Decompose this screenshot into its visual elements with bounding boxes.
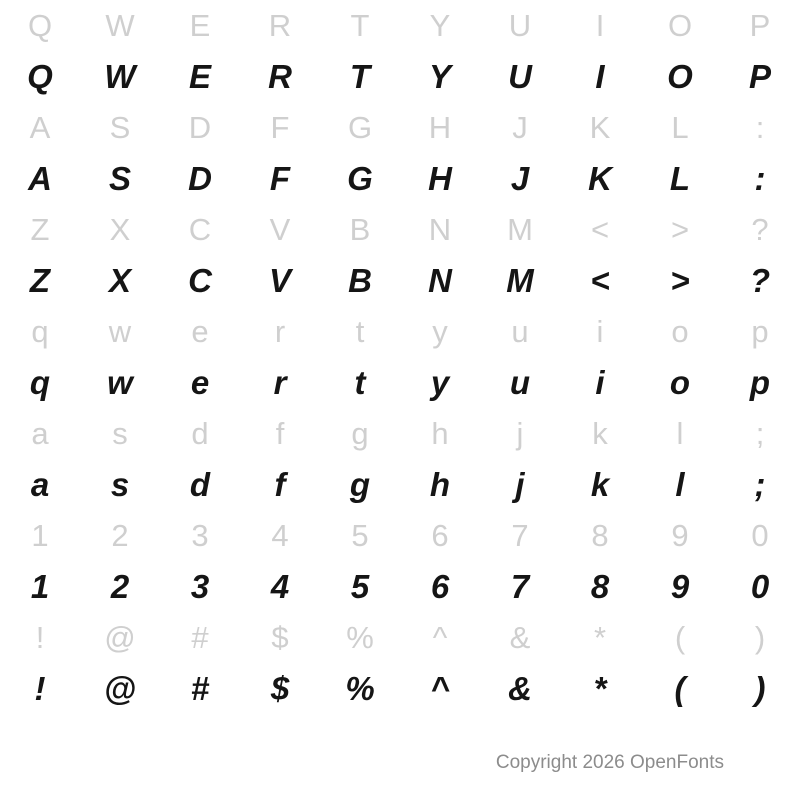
specimen-row-sample [0,254,800,306]
glyph-cell: V [269,211,291,247]
glyph-cell: y [432,313,448,349]
glyph-cell: U [508,57,532,95]
glyph-cell: ; [754,465,766,503]
glyph-cell: 0 [750,567,770,605]
glyph-cell: G [347,159,373,197]
glyph-cell: l [675,465,685,503]
specimen-row-ghost [0,408,800,458]
glyph-cell: 1 [31,517,49,553]
specimen-row-ghost [0,102,800,152]
glyph-cell: 0 [751,517,769,553]
glyph-cell: p [751,313,769,349]
glyph-cell: 9 [671,517,689,553]
glyph-cell: Q [27,7,53,43]
glyph-cell: & [508,669,532,707]
glyph-cell: E [189,7,211,43]
glyph-cell: M [506,261,534,299]
glyph-cell: C [188,261,212,299]
glyph-cell: > [670,211,690,247]
glyph-cell: o [669,363,691,401]
glyph-cell: t [355,313,365,349]
glyph-cell: K [589,109,611,145]
glyph-cell: N [428,261,452,299]
glyph-cell: @ [103,669,137,707]
glyph-cell: N [428,211,452,247]
glyph-cell: M [507,211,533,247]
glyph-cell: Z [29,261,51,299]
glyph-cell: S [108,159,131,197]
glyph-cell: J [512,109,528,145]
glyph-cell: P [749,7,771,43]
glyph-cell: y [430,363,450,401]
glyph-cell: H [428,159,452,197]
specimen-row-sample [0,560,800,612]
glyph-cell: U [508,7,532,43]
glyph-cell: ) [754,619,766,655]
glyph-cell: > [670,261,690,299]
glyph-cell: w [108,313,132,349]
glyph-cell: f [274,465,286,503]
glyph-cell: ! [34,669,46,707]
glyph-cell: < [590,261,610,299]
glyph-cell: Z [30,211,50,247]
glyph-cell: h [431,415,449,451]
specimen-row-sample [0,152,800,204]
glyph-cell: Y [428,57,451,95]
glyph-cell: k [592,415,608,451]
glyph-cell: F [270,109,290,145]
glyph-cell: 8 [590,567,610,605]
glyph-cell: u [509,363,531,401]
specimen-row-ghost [0,510,800,560]
glyph-cell: O [667,57,693,95]
glyph-cell: q [29,363,51,401]
glyph-cell: J [510,159,530,197]
glyph-cell: G [347,109,373,145]
glyph-cell: r [274,313,286,349]
glyph-cell: ; [755,415,765,451]
glyph-cell: q [31,313,49,349]
glyph-cell: ! [35,619,45,655]
glyph-cell: % [345,669,375,707]
specimen-row-sample [0,356,800,408]
glyph-cell: : [754,159,766,197]
glyph-cell: t [354,363,366,401]
glyph-cell: p [749,363,771,401]
glyph-cell: i [596,313,604,349]
glyph-cell: Q [27,57,53,95]
glyph-cell: $ [270,669,290,707]
glyph-cell: I [595,57,605,95]
specimen-row-ghost [0,612,800,662]
glyph-cell: 4 [271,517,289,553]
glyph-cell: h [429,465,451,503]
glyph-cell: < [590,211,610,247]
glyph-cell: W [104,57,136,95]
glyph-cell: D [188,159,212,197]
glyph-cell: S [109,109,131,145]
glyph-cell: @ [104,619,136,655]
glyph-cell: * [593,669,607,707]
glyph-cell: ( [674,669,686,707]
glyph-cell: D [188,109,212,145]
glyph-cell: E [188,57,211,95]
glyph-cell: P [748,57,771,95]
glyph-cell: u [511,313,529,349]
glyph-cell: ) [754,669,766,707]
copyright-notice: Copyright 2026 OpenFonts [495,752,724,773]
glyph-cell: g [351,415,369,451]
glyph-cell: V [268,261,291,299]
glyph-cell: 6 [431,517,449,553]
glyph-cell: d [189,465,211,503]
glyph-cell: ^ [432,619,448,655]
glyph-cell: B [349,211,371,247]
glyph-cell: 1 [30,567,50,605]
glyph-cell: ? [749,261,771,299]
specimen-row-ghost [0,204,800,254]
glyph-cell: I [595,7,605,43]
glyph-cell: 4 [270,567,290,605]
glyph-cell: $ [271,619,289,655]
specimen-row-sample [0,50,800,102]
glyph-cell: w [107,363,133,401]
specimen-row-ghost [0,306,800,356]
glyph-cell: B [348,261,372,299]
glyph-cell: R [268,57,292,95]
glyph-cell: 5 [350,567,370,605]
glyph-cell: a [31,415,49,451]
glyph-cell: k [590,465,610,503]
glyph-cell: o [671,313,689,349]
specimen-row-sample [0,662,800,714]
glyph-cell: L [669,159,691,197]
glyph-cell: A [28,159,52,197]
glyph-cell: i [595,363,605,401]
glyph-cell: # [191,619,209,655]
glyph-cell: K [588,159,612,197]
glyph-cell: Y [429,7,451,43]
glyph-cell: T [350,7,370,43]
glyph-cell: l [676,415,684,451]
glyph-cell: X [109,211,131,247]
glyph-cell: 5 [351,517,369,553]
glyph-cell: d [191,415,209,451]
glyph-cell: C [188,211,212,247]
glyph-cell: 9 [670,567,690,605]
glyph-cell: 6 [430,567,450,605]
glyph-cell: e [191,313,209,349]
glyph-cell: % [346,619,374,655]
glyph-cell: j [515,465,525,503]
glyph-cell: f [275,415,285,451]
glyph-cell: ^ [430,669,450,707]
glyph-cell: 3 [191,517,209,553]
glyph-cell: X [108,261,131,299]
glyph-cell: H [428,109,452,145]
glyph-cell: L [671,109,689,145]
glyph-cell: * [593,619,607,655]
glyph-cell: a [30,465,50,503]
glyph-cell: 8 [591,517,609,553]
glyph-cell: 7 [510,567,530,605]
specimen-row-ghost [0,0,800,50]
glyph-cell: A [29,109,51,145]
glyph-cell: # [190,669,210,707]
glyph-cell: W [105,7,135,43]
glyph-cell: 2 [111,517,129,553]
glyph-cell: & [509,619,531,655]
glyph-cell: 2 [110,567,130,605]
glyph-cell: r [273,363,287,401]
glyph-cell: : [755,109,765,145]
glyph-cell: 7 [511,517,529,553]
glyph-cell: F [269,159,291,197]
specimen-row-sample [0,458,800,510]
glyph-cell: s [110,465,130,503]
glyph-cell: e [190,363,210,401]
glyph-cell: ( [674,619,686,655]
glyph-cell: ? [751,211,769,247]
glyph-cell: 3 [190,567,210,605]
glyph-cell: O [667,7,693,43]
glyph-cell: g [349,465,371,503]
glyph-cell: j [516,415,524,451]
glyph-cell: R [268,7,292,43]
glyph-cell: T [349,57,371,95]
glyph-cell: s [112,415,128,451]
